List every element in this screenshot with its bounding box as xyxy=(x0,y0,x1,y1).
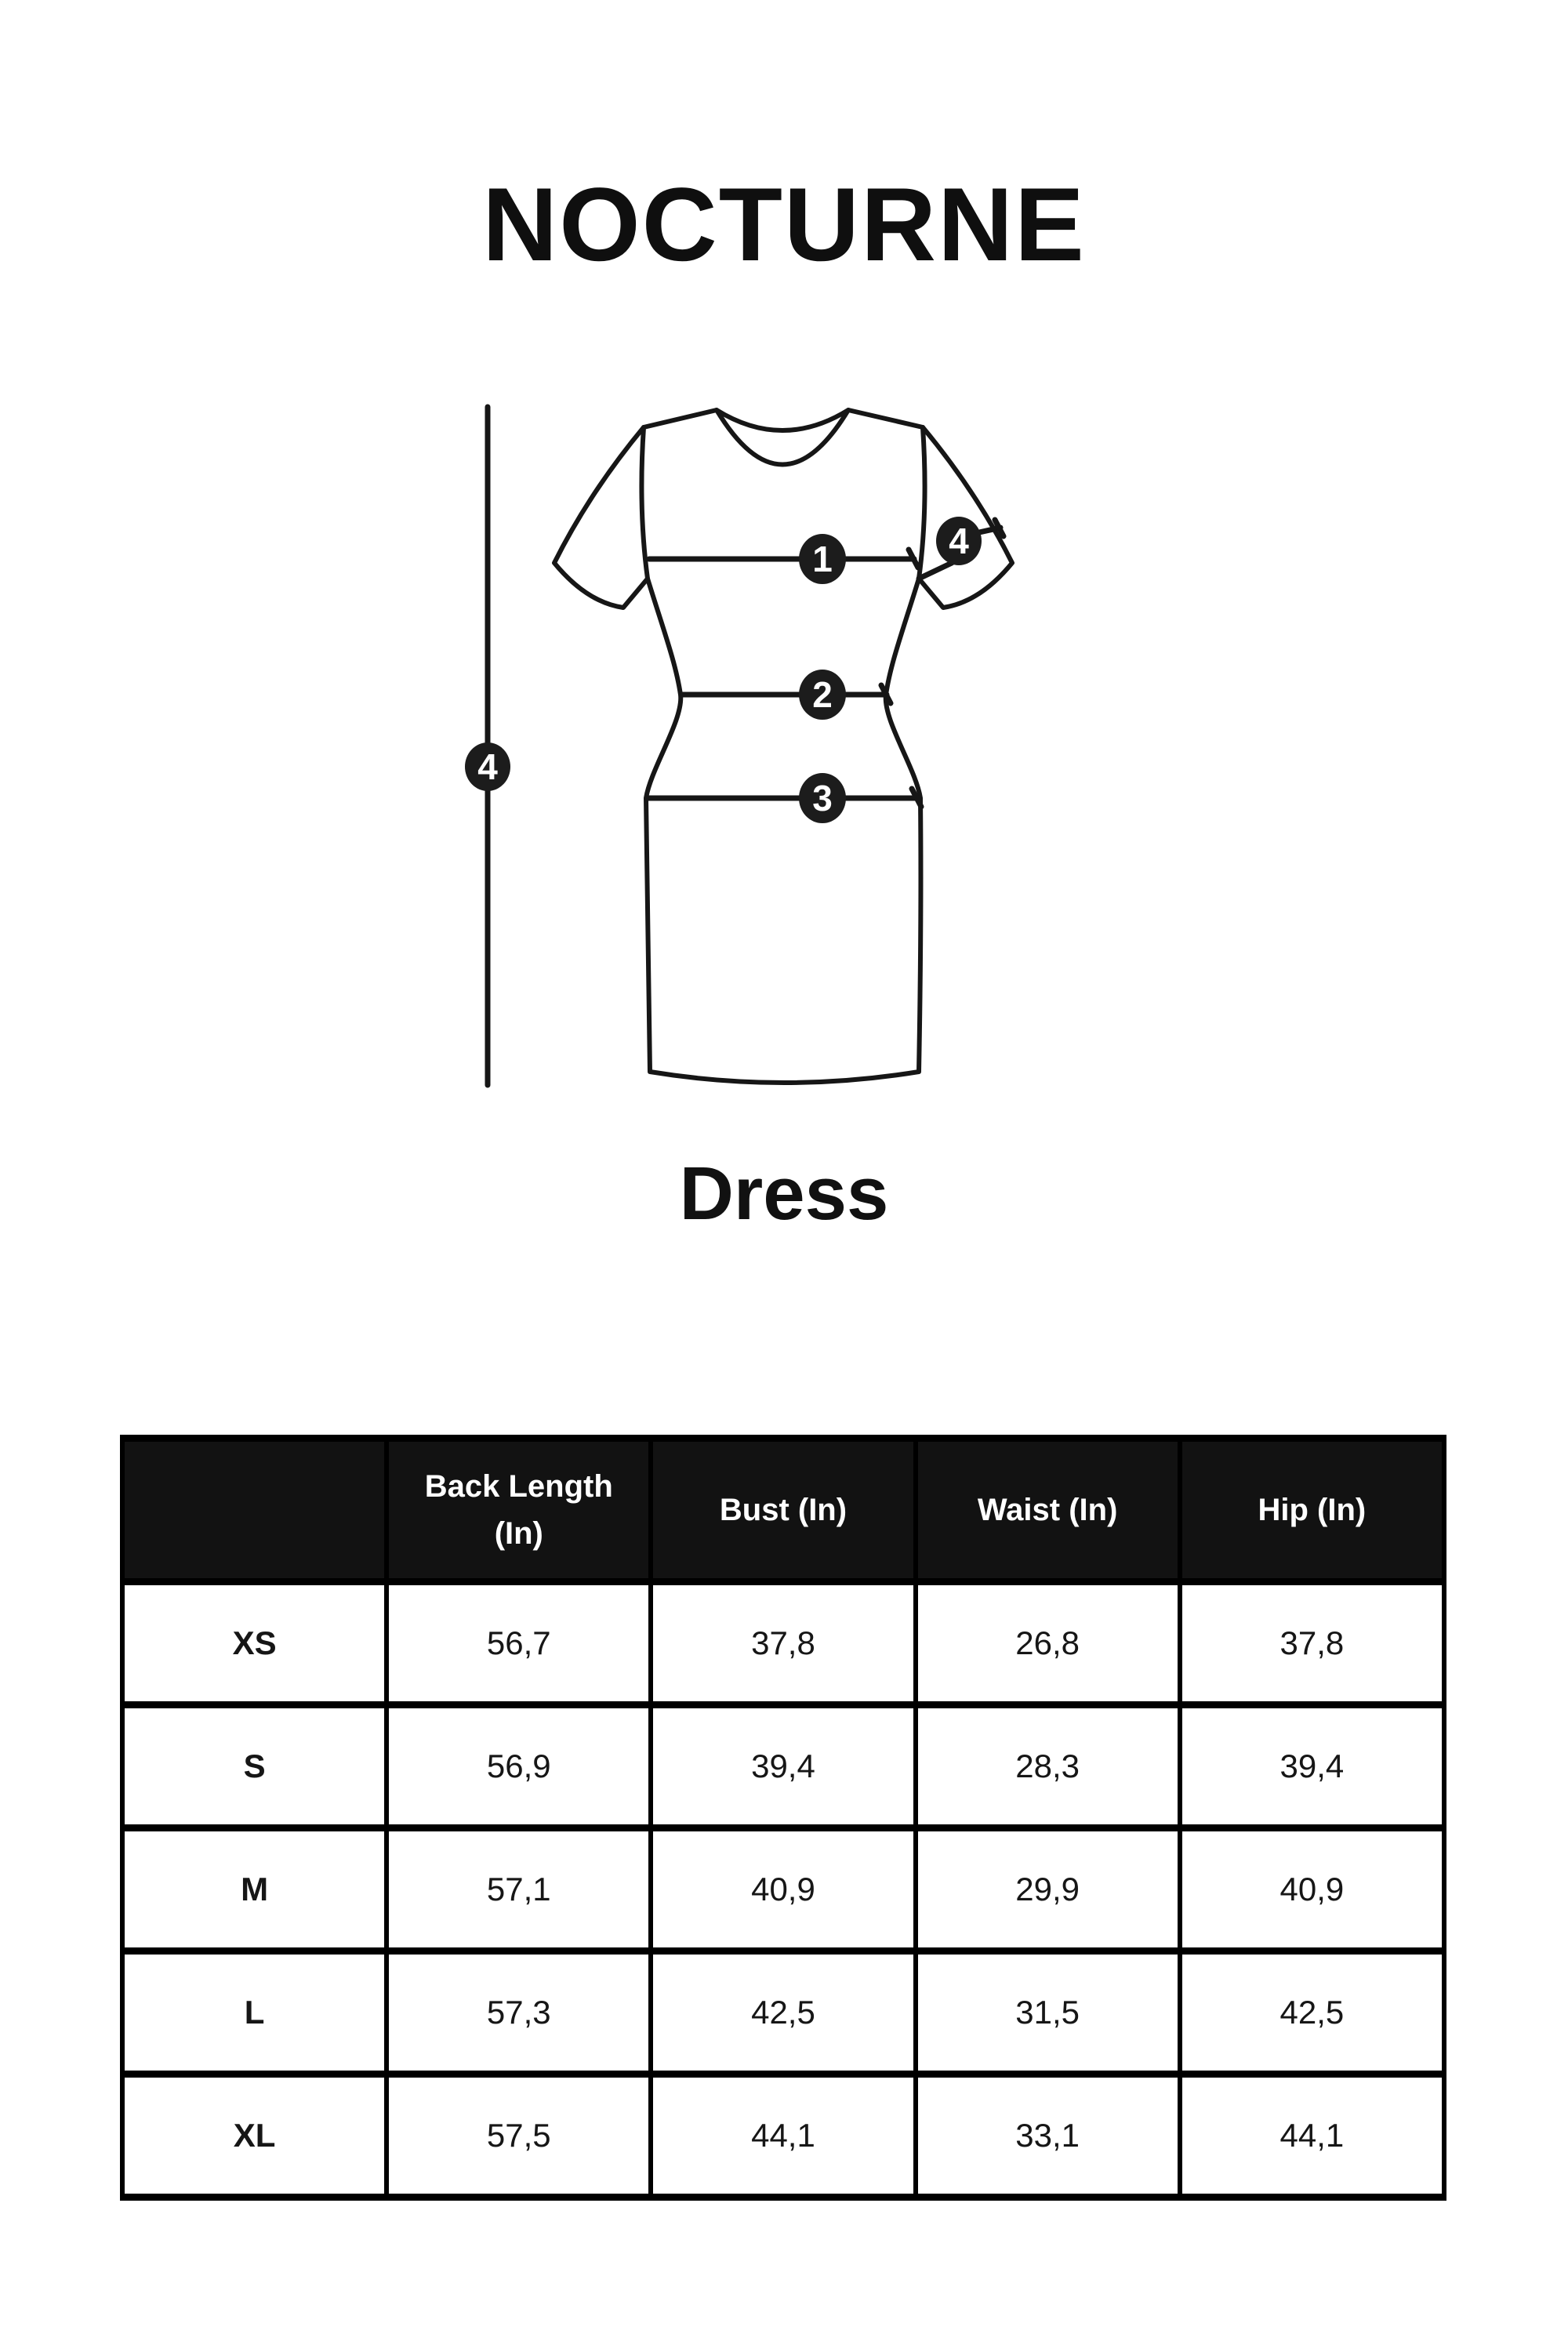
sleeve-marker-badge xyxy=(936,517,982,565)
hip-cell: 44,1 xyxy=(1180,2074,1444,2198)
back-length-cell: 57,5 xyxy=(387,2074,651,2198)
bust-cell: 44,1 xyxy=(651,2074,915,2198)
table-row-l xyxy=(122,1951,1444,2074)
size-cell: L xyxy=(122,1951,387,2074)
back-length-cell: 57,3 xyxy=(387,1951,651,2074)
back-length-cell: 56,9 xyxy=(387,1705,651,1828)
hip-marker-badge xyxy=(799,773,846,823)
table-row-s xyxy=(122,1705,1444,1828)
hip-cell: 37,8 xyxy=(1180,1582,1444,1705)
size-cell: XS xyxy=(122,1582,387,1705)
table-row-m xyxy=(122,1828,1444,1951)
sleeve-badge-number: 4 xyxy=(949,521,969,561)
waist-cell: 33,1 xyxy=(916,2074,1180,2198)
waist-cell: 26,8 xyxy=(916,1582,1180,1705)
size-cell: M xyxy=(122,1828,387,1951)
brand-logo: NOCTURNE xyxy=(482,167,1086,283)
waist-marker-badge xyxy=(799,670,846,720)
dress-diagram-svg xyxy=(439,368,1113,1105)
waist-badge-number: 2 xyxy=(812,674,833,715)
table-row-xs xyxy=(122,1582,1444,1705)
bust-cell: 40,9 xyxy=(651,1828,915,1951)
bust-cell: 42,5 xyxy=(651,1951,915,2074)
table-row-xl xyxy=(122,2074,1444,2198)
size-chart-table xyxy=(120,1435,1446,2201)
column-header-size xyxy=(122,1439,387,1582)
right-armhole-seam xyxy=(919,427,925,579)
waist-cell: 28,3 xyxy=(916,1705,1180,1828)
column-header-bust: Bust (In) xyxy=(651,1439,915,1582)
back-length-badge-number: 4 xyxy=(477,746,498,787)
left-armhole-seam xyxy=(641,427,648,579)
dress-outline xyxy=(554,410,1012,1083)
hip-cell: 42,5 xyxy=(1180,1951,1444,2074)
hip-cell: 39,4 xyxy=(1180,1705,1444,1828)
column-header-waist: Waist (In) xyxy=(916,1439,1180,1582)
size-chart-header xyxy=(122,1439,1444,1582)
hip-cell: 40,9 xyxy=(1180,1828,1444,1951)
hip-badge-number: 3 xyxy=(812,778,833,818)
column-header-hip: Hip (In) xyxy=(1180,1439,1444,1582)
dress-measurement-diagram xyxy=(439,368,1113,1105)
back-length-marker-badge xyxy=(465,742,510,791)
diagram-caption: Dress xyxy=(679,1152,889,1236)
back-length-cell: 56,7 xyxy=(387,1582,651,1705)
waist-cell: 31,5 xyxy=(916,1951,1180,2074)
bust-marker-badge xyxy=(799,534,846,584)
size-cell: S xyxy=(122,1705,387,1828)
column-header-back-length: Back Length (In) xyxy=(387,1439,651,1582)
sleeve-line-lower xyxy=(919,563,952,579)
header-row xyxy=(122,1439,1444,1582)
bust-badge-number: 1 xyxy=(812,539,833,579)
waist-cell: 29,9 xyxy=(916,1828,1180,1951)
back-length-cell: 57,1 xyxy=(387,1828,651,1951)
size-cell: XL xyxy=(122,2074,387,2198)
size-chart-body xyxy=(122,1582,1444,2198)
bust-cell: 37,8 xyxy=(651,1582,915,1705)
bust-cell: 39,4 xyxy=(651,1705,915,1828)
